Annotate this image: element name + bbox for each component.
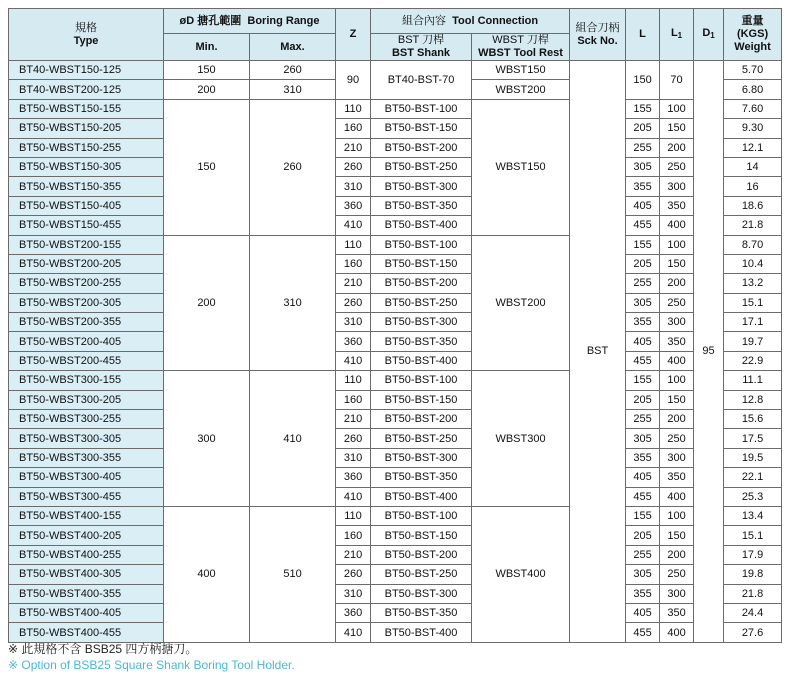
table-row: [9, 293, 782, 312]
z-cell: 410: [336, 487, 371, 506]
weight-cell: 15.1: [724, 526, 782, 545]
z-cell: 210: [336, 545, 371, 564]
l-cell: 405: [626, 332, 660, 351]
type-cell: BT50-WBST400-455: [9, 623, 164, 642]
weight-cell: 19.7: [724, 332, 782, 351]
weight-cell: 15.6: [724, 410, 782, 429]
type-cell: BT50-WBST300-455: [9, 487, 164, 506]
table-row: [9, 429, 782, 448]
footnote-en: ※ Option of BSB25 Square Shank Boring Tool Holder.: [8, 658, 295, 672]
z-cell: 410: [336, 351, 371, 370]
rest-cell: WBST300: [472, 371, 570, 507]
table-row: [9, 196, 782, 215]
type-cell: BT50-WBST150-255: [9, 138, 164, 157]
rest-cell: WBST200: [472, 80, 570, 99]
shank-cell: BT50-BST-350: [371, 196, 472, 215]
z-cell: 410: [336, 216, 371, 235]
weight-cell: 8.70: [724, 235, 782, 254]
table-row: [9, 371, 782, 390]
l1-cell: 200: [660, 545, 694, 564]
l1-cell: 300: [660, 448, 694, 467]
l1-cell: 70: [660, 61, 694, 100]
rest-cell: WBST150: [472, 99, 570, 235]
l-cell: 405: [626, 603, 660, 622]
table-row: [9, 332, 782, 351]
table-row: [9, 313, 782, 332]
weight-cell: 15.1: [724, 293, 782, 312]
header-tool-connection: 組合內容 Tool Connection: [371, 9, 570, 34]
table-row: [9, 468, 782, 487]
shank-cell: BT50-BST-350: [371, 603, 472, 622]
rest-cell: WBST400: [472, 506, 570, 642]
table-row: [9, 274, 782, 293]
max-cell: 260: [250, 61, 336, 80]
z-cell: 110: [336, 371, 371, 390]
footnote-zh: ※ 此規格不含 BSB25 四方柄搪刀。: [8, 642, 198, 656]
min-cell: 200: [164, 80, 250, 99]
z-cell: 360: [336, 332, 371, 351]
rest-cell: WBST200: [472, 235, 570, 371]
z-cell: 110: [336, 99, 371, 118]
weight-cell: 9.30: [724, 119, 782, 138]
header-bst-shank: BST 刀桿 BST Shank: [371, 34, 472, 61]
shank-cell: BT50-BST-100: [371, 99, 472, 118]
z-cell: 210: [336, 410, 371, 429]
l1-cell: 400: [660, 216, 694, 235]
type-cell: BT50-WBST400-155: [9, 506, 164, 525]
l-cell: 405: [626, 468, 660, 487]
l1-cell: 150: [660, 526, 694, 545]
shank-cell: BT50-BST-250: [371, 565, 472, 584]
weight-cell: 18.6: [724, 196, 782, 215]
type-cell: BT50-WBST400-405: [9, 603, 164, 622]
shank-cell: BT50-BST-250: [371, 429, 472, 448]
sck-cell: BST: [570, 61, 626, 643]
shank-cell: BT50-BST-300: [371, 313, 472, 332]
l1-cell: 400: [660, 351, 694, 370]
rest-cell: WBST150: [472, 61, 570, 80]
max-cell: 410: [250, 371, 336, 507]
weight-cell: 21.8: [724, 584, 782, 603]
shank-cell: BT50-BST-150: [371, 390, 472, 409]
z-cell: 260: [336, 565, 371, 584]
header-min: Min.: [164, 34, 250, 61]
shank-cell: BT50-BST-150: [371, 526, 472, 545]
type-cell: BT50-WBST300-255: [9, 410, 164, 429]
z-cell: 360: [336, 603, 371, 622]
table-row: [9, 351, 782, 370]
l-cell: 355: [626, 313, 660, 332]
type-cell: BT50-WBST300-205: [9, 390, 164, 409]
shank-cell: BT50-BST-300: [371, 584, 472, 603]
l1-cell: 350: [660, 603, 694, 622]
table-row: [9, 487, 782, 506]
shank-cell: BT50-BST-200: [371, 410, 472, 429]
l1-cell: 400: [660, 623, 694, 642]
z-cell: 160: [336, 390, 371, 409]
min-cell: 150: [164, 61, 250, 80]
shank-cell: BT50-BST-300: [371, 448, 472, 467]
header-weight: 重量 (KGS) Weight: [724, 9, 782, 61]
type-cell: BT50-WBST200-155: [9, 235, 164, 254]
z-cell: 210: [336, 274, 371, 293]
l1-cell: 350: [660, 196, 694, 215]
l1-cell: 350: [660, 468, 694, 487]
type-cell: BT50-WBST300-355: [9, 448, 164, 467]
table-row: [9, 565, 782, 584]
type-cell: BT50-WBST150-155: [9, 99, 164, 118]
type-cell: BT50-WBST150-455: [9, 216, 164, 235]
weight-cell: 22.1: [724, 468, 782, 487]
l-cell: 405: [626, 196, 660, 215]
l1-cell: 200: [660, 138, 694, 157]
type-cell: BT50-WBST150-405: [9, 196, 164, 215]
l-cell: 355: [626, 448, 660, 467]
l1-cell: 250: [660, 429, 694, 448]
header-d1: $D_1$: [694, 9, 724, 61]
l1-cell: 150: [660, 119, 694, 138]
type-cell: BT50-WBST200-405: [9, 332, 164, 351]
table-row: [9, 61, 782, 80]
l1-cell: 300: [660, 584, 694, 603]
type-cell: BT40-WBST200-125: [9, 80, 164, 99]
l-cell: 205: [626, 254, 660, 273]
table-row: [9, 410, 782, 429]
shank-cell: BT50-BST-250: [371, 293, 472, 312]
table-row: [9, 216, 782, 235]
min-cell: 400: [164, 506, 250, 642]
l1-cell: 150: [660, 254, 694, 273]
weight-cell: 27.6: [724, 623, 782, 642]
type-cell: BT50-WBST300-405: [9, 468, 164, 487]
z-cell: 260: [336, 157, 371, 176]
l1-cell: 100: [660, 506, 694, 525]
l-cell: 455: [626, 487, 660, 506]
l-cell: 155: [626, 506, 660, 525]
z-cell: 310: [336, 177, 371, 196]
z-cell: 310: [336, 584, 371, 603]
header-max: Max.: [250, 34, 336, 61]
shank-cell: BT50-BST-300: [371, 177, 472, 196]
shank-cell: BT50-BST-350: [371, 332, 472, 351]
table-row: [9, 623, 782, 642]
max-cell: 310: [250, 80, 336, 99]
l-cell: 155: [626, 371, 660, 390]
type-cell: BT50-WBST400-305: [9, 565, 164, 584]
l1-cell: 200: [660, 410, 694, 429]
weight-cell: 19.8: [724, 565, 782, 584]
type-cell: BT50-WBST150-355: [9, 177, 164, 196]
weight-cell: 14: [724, 157, 782, 176]
l-cell: 355: [626, 177, 660, 196]
l-cell: 455: [626, 351, 660, 370]
z-cell: 160: [336, 526, 371, 545]
footnotes: [8, 641, 295, 673]
type-cell: BT50-WBST400-205: [9, 526, 164, 545]
table-row: [9, 506, 782, 525]
weight-cell: 21.8: [724, 216, 782, 235]
shank-cell: BT50-BST-150: [371, 254, 472, 273]
weight-cell: 22.9: [724, 351, 782, 370]
shank-cell: BT50-BST-100: [371, 506, 472, 525]
weight-cell: 12.1: [724, 138, 782, 157]
l1-cell: 100: [660, 371, 694, 390]
shank-cell: BT50-BST-200: [371, 545, 472, 564]
weight-cell: 10.4: [724, 254, 782, 273]
l1-cell: 200: [660, 274, 694, 293]
l-cell: 455: [626, 216, 660, 235]
l-cell: 255: [626, 274, 660, 293]
shank-cell: BT50-BST-400: [371, 216, 472, 235]
l1-cell: 400: [660, 487, 694, 506]
min-cell: 150: [164, 99, 250, 235]
l1-cell: 250: [660, 293, 694, 312]
table-row: [9, 603, 782, 622]
z-cell: 160: [336, 119, 371, 138]
table-row: [9, 448, 782, 467]
min-cell: 200: [164, 235, 250, 371]
header-type: 規格 Type: [9, 9, 164, 61]
max-cell: 510: [250, 506, 336, 642]
type-cell: BT50-WBST400-355: [9, 584, 164, 603]
l1-cell: 300: [660, 313, 694, 332]
l-cell: 205: [626, 526, 660, 545]
header-wbst-tool-rest: WBST 刀桿 WBST Tool Rest: [472, 34, 570, 61]
l1-cell: 300: [660, 177, 694, 196]
type-cell: BT50-WBST200-255: [9, 274, 164, 293]
header-z: Z: [336, 9, 371, 61]
shank-cell: BT50-BST-400: [371, 487, 472, 506]
l1-cell: 100: [660, 235, 694, 254]
spec-table: [8, 8, 782, 643]
shank-cell: BT50-BST-400: [371, 623, 472, 642]
z-cell: 90: [336, 61, 371, 100]
shank-cell: BT50-BST-200: [371, 274, 472, 293]
z-cell: 110: [336, 506, 371, 525]
weight-cell: 13.4: [724, 506, 782, 525]
shank-cell: BT50-BST-100: [371, 371, 472, 390]
l-cell: 255: [626, 545, 660, 564]
l-cell: 255: [626, 138, 660, 157]
table-row: [9, 138, 782, 157]
shank-cell: BT50-BST-350: [371, 468, 472, 487]
z-cell: 410: [336, 623, 371, 642]
weight-cell: 6.80: [724, 80, 782, 99]
header-l: L: [626, 9, 660, 61]
shank-cell: BT40-BST-70: [371, 61, 472, 100]
type-cell: BT50-WBST300-305: [9, 429, 164, 448]
weight-cell: 13.2: [724, 274, 782, 293]
weight-cell: 5.70: [724, 61, 782, 80]
z-cell: 260: [336, 293, 371, 312]
table-row: [9, 254, 782, 273]
z-cell: 160: [336, 254, 371, 273]
header-l1: $L_1$: [660, 9, 694, 61]
type-cell: BT50-WBST200-205: [9, 254, 164, 273]
d1-cell: 95: [694, 61, 724, 643]
l-cell: 305: [626, 293, 660, 312]
weight-cell: 17.5: [724, 429, 782, 448]
z-cell: 110: [336, 235, 371, 254]
type-cell: BT40-WBST150-125: [9, 61, 164, 80]
type-cell: BT50-WBST150-305: [9, 157, 164, 176]
table-row: [9, 177, 782, 196]
weight-cell: 7.60: [724, 99, 782, 118]
z-cell: 210: [336, 138, 371, 157]
l1-cell: 250: [660, 157, 694, 176]
table-row: [9, 545, 782, 564]
weight-cell: 17.1: [724, 313, 782, 332]
l-cell: 205: [626, 119, 660, 138]
min-cell: 300: [164, 371, 250, 507]
l-cell: 155: [626, 235, 660, 254]
table-row: [9, 526, 782, 545]
weight-cell: 16: [724, 177, 782, 196]
type-cell: BT50-WBST200-455: [9, 351, 164, 370]
z-cell: 310: [336, 313, 371, 332]
l-cell: 150: [626, 61, 660, 100]
type-cell: BT50-WBST300-155: [9, 371, 164, 390]
l1-cell: 100: [660, 99, 694, 118]
type-cell: BT50-WBST400-255: [9, 545, 164, 564]
shank-cell: BT50-BST-250: [371, 157, 472, 176]
l-cell: 305: [626, 429, 660, 448]
table-body: [9, 61, 782, 643]
l-cell: 205: [626, 390, 660, 409]
table-row: [9, 584, 782, 603]
l1-cell: 150: [660, 390, 694, 409]
l-cell: 355: [626, 584, 660, 603]
shank-cell: BT50-BST-100: [371, 235, 472, 254]
type-cell: BT50-WBST200-355: [9, 313, 164, 332]
z-cell: 260: [336, 429, 371, 448]
spec-table-wrapper: [8, 8, 782, 643]
table-row: [9, 235, 782, 254]
z-cell: 360: [336, 196, 371, 215]
header-sck-no: 組合刀柄 Sck No.: [570, 9, 626, 61]
table-row: [9, 390, 782, 409]
z-cell: 360: [336, 468, 371, 487]
l-cell: 305: [626, 565, 660, 584]
weight-cell: 24.4: [724, 603, 782, 622]
type-cell: BT50-WBST200-305: [9, 293, 164, 312]
weight-cell: 12.8: [724, 390, 782, 409]
shank-cell: BT50-BST-400: [371, 351, 472, 370]
shank-cell: BT50-BST-150: [371, 119, 472, 138]
max-cell: 310: [250, 235, 336, 371]
weight-cell: 19.5: [724, 448, 782, 467]
weight-cell: 25.3: [724, 487, 782, 506]
weight-cell: 11.1: [724, 371, 782, 390]
table-row: [9, 157, 782, 176]
max-cell: 260: [250, 99, 336, 235]
header-boring-range: øD 搪孔範圍 Boring Range: [164, 9, 336, 34]
shank-cell: BT50-BST-200: [371, 138, 472, 157]
l1-cell: 250: [660, 565, 694, 584]
table-row: [9, 99, 782, 118]
weight-cell: 17.9: [724, 545, 782, 564]
table-row: [9, 119, 782, 138]
l1-cell: 350: [660, 332, 694, 351]
type-cell: BT50-WBST150-205: [9, 119, 164, 138]
l-cell: 455: [626, 623, 660, 642]
l-cell: 305: [626, 157, 660, 176]
z-cell: 310: [336, 448, 371, 467]
l-cell: 155: [626, 99, 660, 118]
l-cell: 255: [626, 410, 660, 429]
